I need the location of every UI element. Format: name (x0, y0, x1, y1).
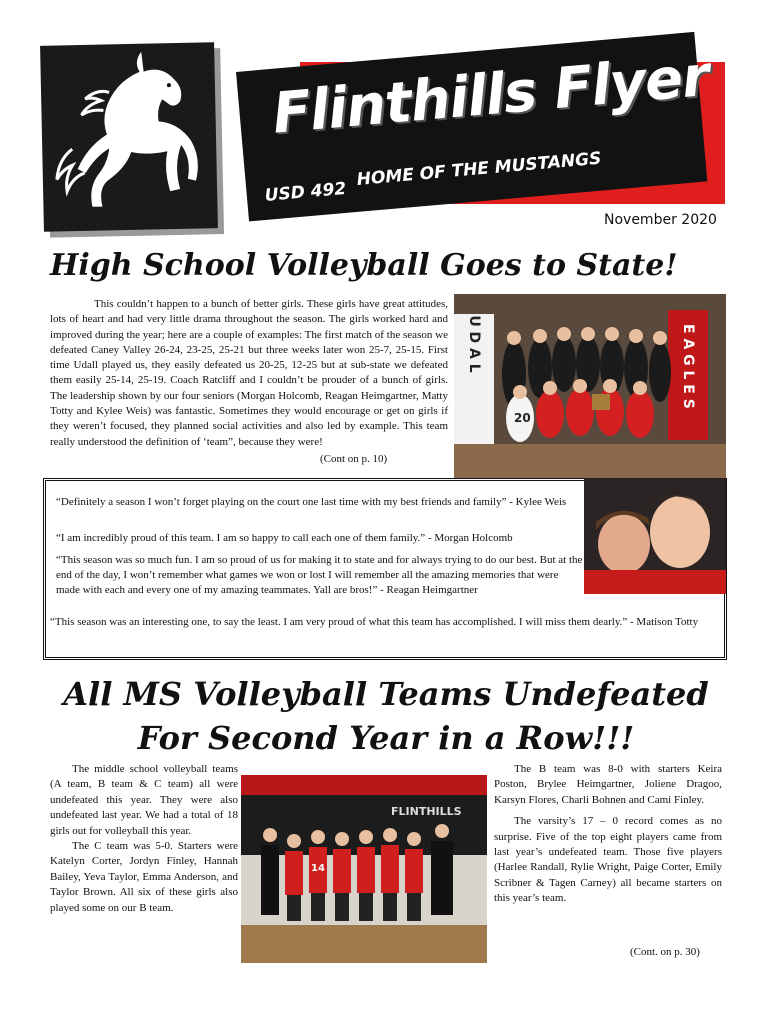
article2-left-paragraph-2: The C team was 5-0. Starters were Katelyn Corter, Jordyn Finley, Hannah Bailey, Yeva Taylor, Emma Anderson, and Taylor Brown. All six of these girls also played some on our B team. (50, 840, 238, 914)
article2-right-paragraph-1: The B team was 8-0 with starters Keira Poston, Brylee Heimgartner, Joliene Dragoo, Karsyn Flores, Charli Bohnen and Cami Finley. (494, 763, 722, 806)
article1-paragraph: This couldn’t happen to a bunch of better girls. These girls have great attitudes, lots of heart and had very little drama throughout the season. The girls worked hard and improved during the year; here are a couple of examples: The first match of the season we defeated Caney Valley 26-24, 23-25, 25-21 but three weeks later won 25-7, 25-15. First time Udall played us, they easily defeated us 20-25, 12-25 but at sub-state we defeated them easily 25-14, 25-19. Coach Ratcliff and I couldn’t be prouder of a bunch of girls. The leadership shown by our four seniors (Morgan Holcomb, Reagan Heimgartner, Matty Totty and Kylee Weis) was fantastic. Sometimes they would encourage or get on girls if they weren’t focused, they planned social activities and also led by example. This team really understood the definition of ‘team”, because they were! (50, 298, 448, 448)
article2-continued: (Cont. on p. 30) (630, 946, 700, 958)
ms-team-photo (241, 775, 487, 963)
article1-continued: (Cont on p. 10) (320, 453, 388, 465)
ms-photo-jersey-number: 14 (311, 863, 325, 874)
district-label: USD 492 (264, 178, 348, 206)
photo-banner-left: U D A L (466, 315, 482, 373)
quote-reagan-heimgartner: “This season was so much fun. I am so proud of us for making it to state and for always trying to do our best. But at the end of the day, I won’t remember what games we won or lost I will remember all the amazing memories that were made with each and every one of my amazing teammates. Yall are bros!” - Reagan Heimgartner (56, 554, 583, 596)
photo-banner-right: E A G L E S (680, 324, 696, 409)
quote-morgan-holcomb: “I am incredibly proud of this team. I am so happy to call each one of them family.” - Morgan Holcomb (56, 532, 513, 544)
mustang-horse-icon (48, 50, 210, 223)
mustang-logo (40, 42, 218, 232)
article2-headline-line1: All MS Volleyball Teams Undefeated (63, 675, 709, 713)
article2-left-column (50, 762, 238, 916)
article2-headline-line2: For Second Year in a Row!!! (137, 719, 635, 757)
quote-matison-totty: “This season was an interesting one, to say the least. I am very proud of what this team has accomplished. I will miss them dearly.” - Matison Totty (50, 616, 699, 628)
ms-photo-banner: FLINTHILLS (391, 805, 462, 818)
team-photo-state (454, 294, 726, 478)
article1-headline: High School Volleyball Goes to State! (50, 248, 678, 283)
quote-kylee-weis: “Definitely a season I won’t forget playing on the court one last time with my best friends and family” - Kylee Weis (56, 496, 567, 508)
article2-left-paragraph-1: The middle school volleyball teams (A team, B team & C team) all were undefeated this year. They were also undefeated last year. We had a total of 18 girls out for volleyball this year. (50, 763, 238, 837)
tagline: HOME OF THE MUSTANGS (356, 148, 603, 190)
article2-headline (44, 672, 728, 760)
photo-jersey-number: 20 (514, 411, 531, 425)
article1-body (50, 297, 448, 450)
players-celebrating-photo (584, 478, 726, 594)
newsletter-title: Flinthills Flyer (270, 43, 712, 147)
article2-right-column (494, 762, 722, 913)
issue-date: November 2020 (604, 212, 717, 228)
article2-right-paragraph-2: The varsity’s 17 – 0 record comes as no surprise. Five of the top eight players came from last year’s undefeated team. Those five players (Harlee Randall, Rylie Wright, Paige Corter, Emily Scribner & Tagen Carney) all became starters on this year’s team. (494, 815, 722, 905)
